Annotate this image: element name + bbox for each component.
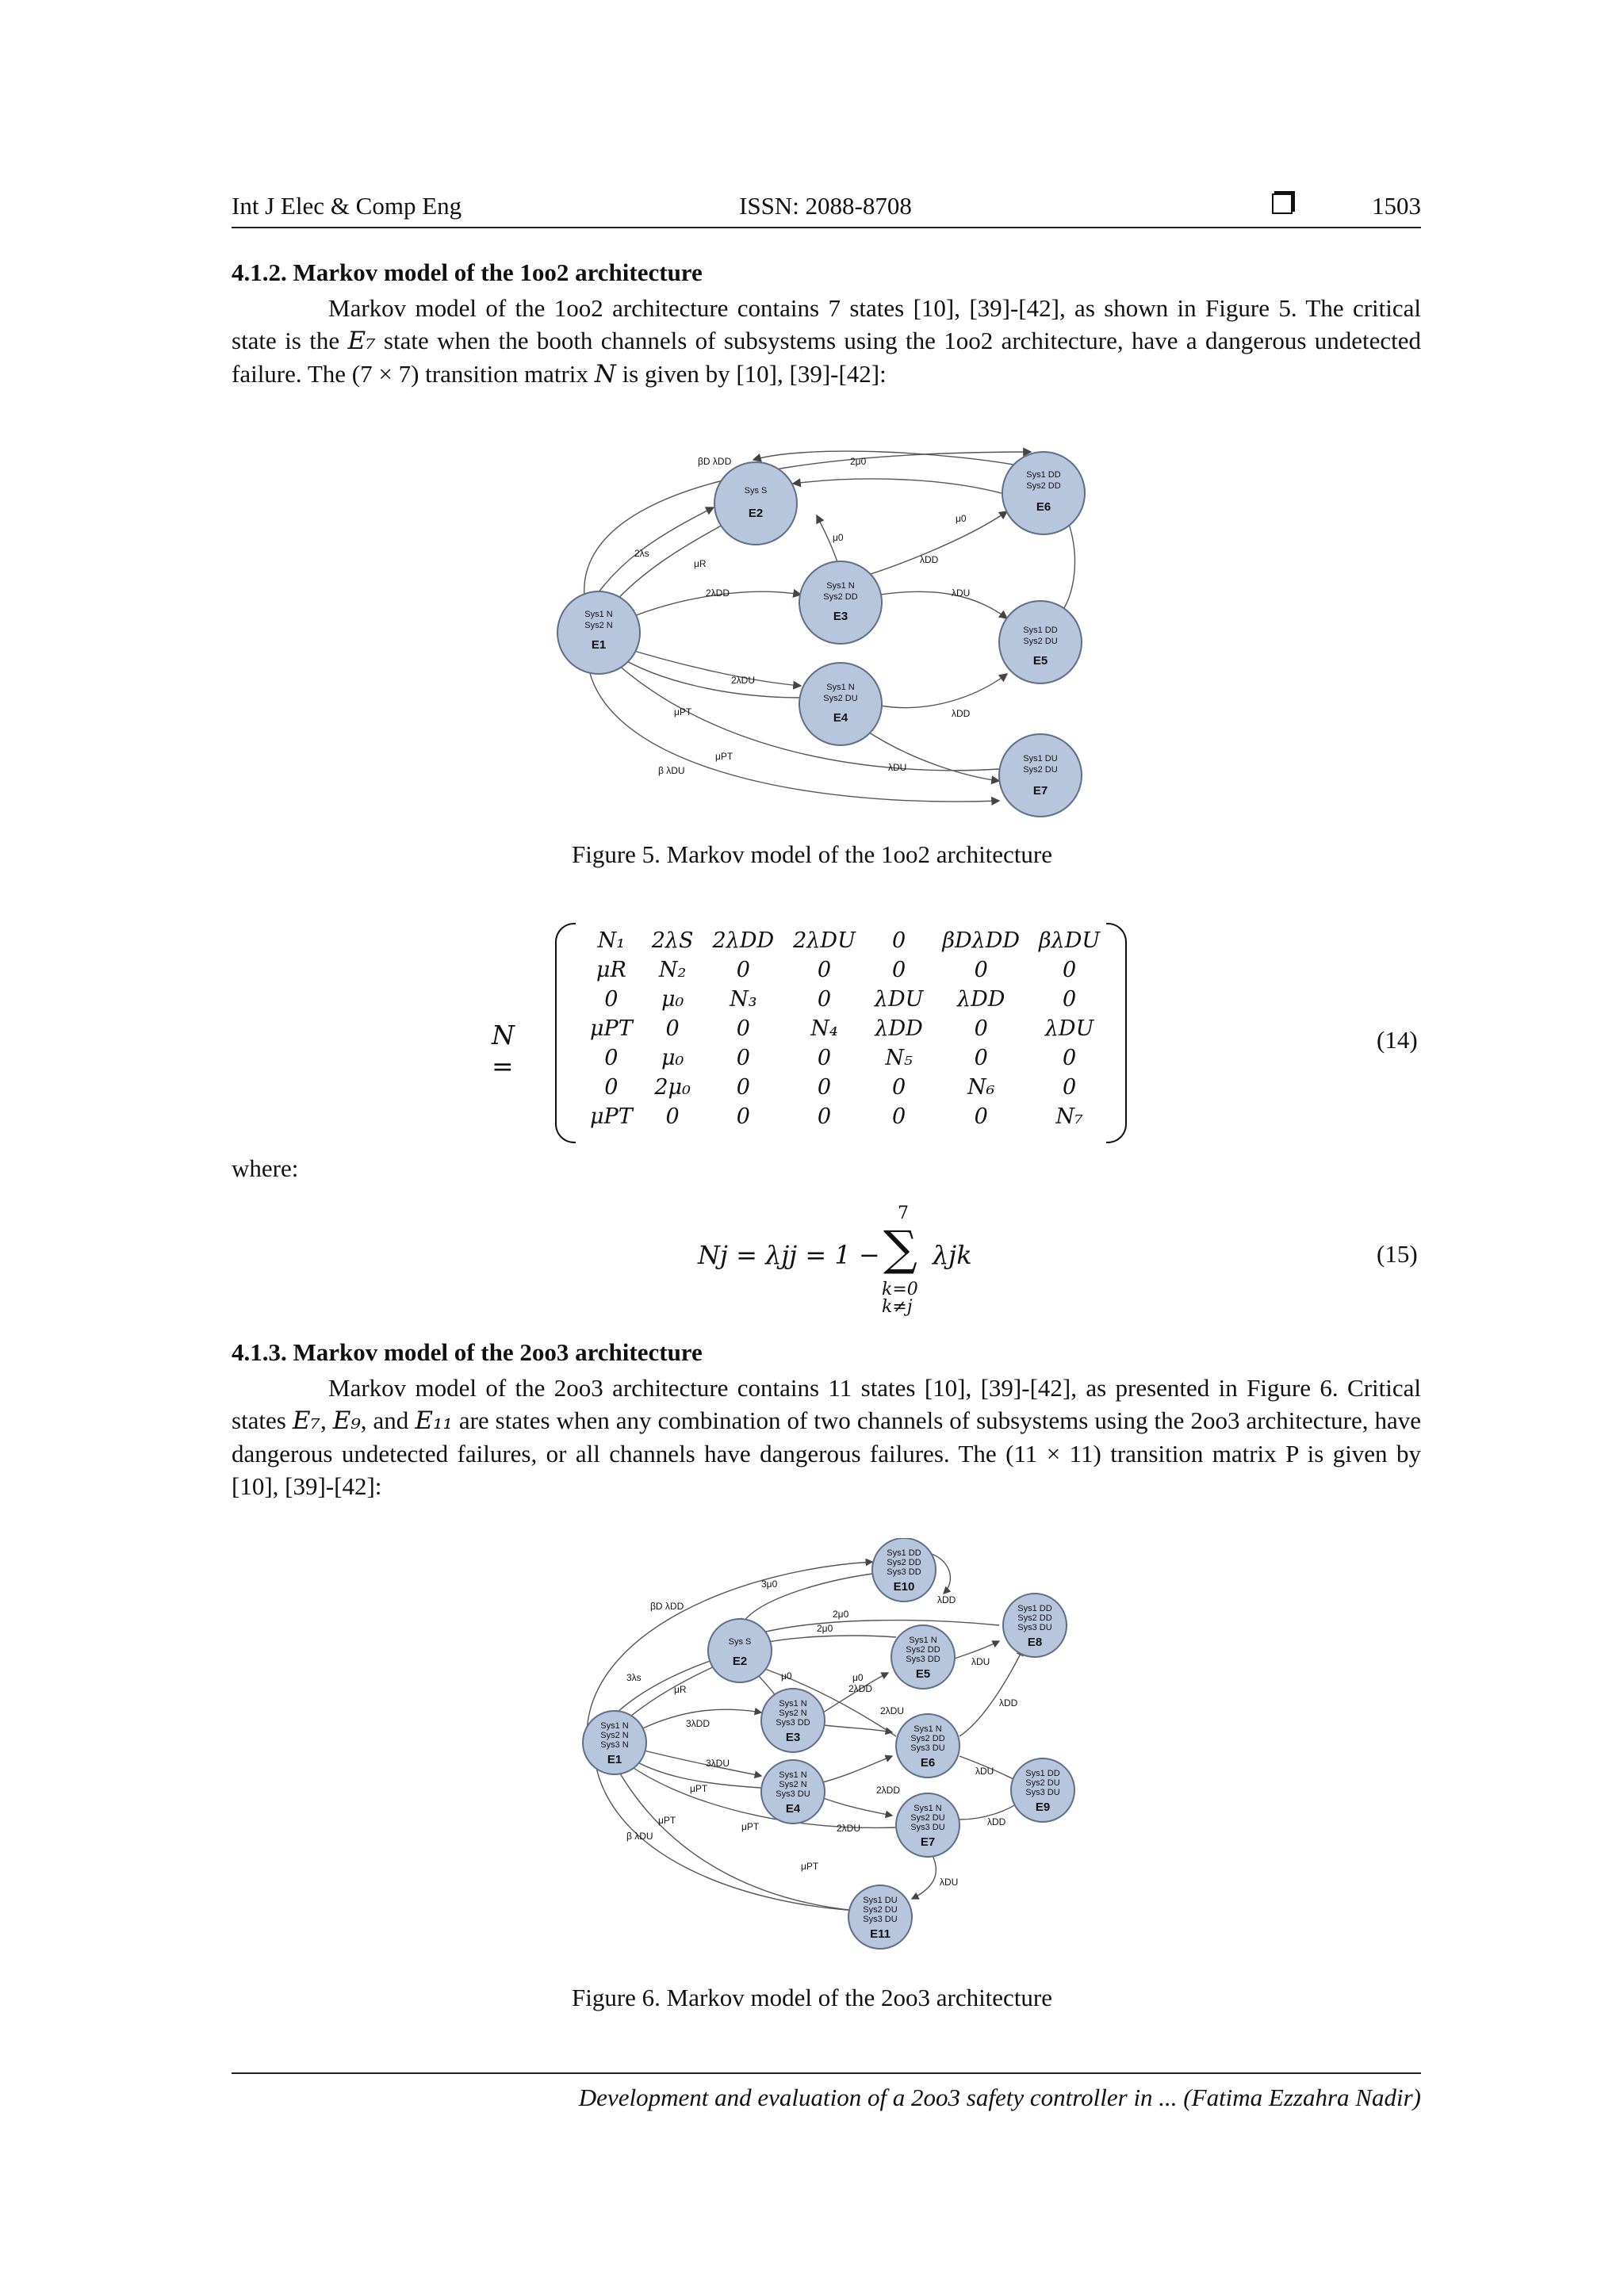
state6-e8	[1003, 1594, 1067, 1657]
paragraph-413	[232, 1372, 1421, 1502]
state6-e1	[583, 1711, 646, 1774]
svg-text:Sys2 DD: Sys2 DD	[1017, 1613, 1052, 1623]
matrix-cell: 2λS	[651, 928, 694, 953]
svg-text:μPT: μPT	[690, 1783, 708, 1794]
matrix-cell: N₃	[730, 987, 757, 1012]
svg-text:Sys1 DD: Sys1 DD	[1026, 470, 1061, 480]
page-number: 1503	[1372, 192, 1421, 220]
svg-text:2λDD: 2λDD	[876, 1785, 901, 1796]
matrix-cell: λDU	[1044, 1016, 1094, 1041]
matrix-cell: N₇	[1055, 1104, 1083, 1129]
svg-text:Sys2 DU: Sys2 DU	[910, 1813, 945, 1823]
svg-text:Sys2 N: Sys2 N	[600, 1731, 629, 1740]
state-e7	[999, 734, 1082, 817]
section-heading-413: 4.1.3. Markov model of the 2oo3 architecture	[232, 1338, 703, 1366]
svg-text:Sys3 DU: Sys3 DU	[863, 1915, 898, 1924]
svg-text:β λDU: β λDU	[626, 1831, 653, 1842]
state6-e2	[708, 1619, 772, 1682]
equation-14-number: (14)	[1377, 1026, 1418, 1054]
svg-text:2μ0: 2μ0	[850, 456, 867, 467]
svg-text:2λDU: 2λDU	[731, 675, 756, 686]
matrix-cell: 0	[891, 958, 906, 982]
matrix-cell: 0	[736, 958, 750, 982]
figure-6-diagram	[579, 1538, 1086, 1982]
svg-text:3λs: 3λs	[626, 1672, 642, 1683]
matrix-cell: 0	[817, 1104, 832, 1129]
svg-text:β λDU: β λDU	[658, 765, 685, 776]
svg-text:λDU: λDU	[888, 762, 907, 773]
svg-text:Sys1 DD: Sys1 DD	[1023, 626, 1058, 635]
matrix-row	[580, 1073, 1109, 1102]
svg-text:λDU: λDU	[952, 587, 971, 599]
svg-text:E2: E2	[732, 1655, 748, 1668]
matrix-cell: 0	[1062, 1075, 1077, 1100]
matrix-cell: 0	[974, 1046, 988, 1070]
svg-text:2λDD: 2λDD	[848, 1683, 873, 1694]
matrix-cell: N₁	[597, 928, 626, 953]
svg-text:λDU: λDU	[940, 1877, 959, 1888]
svg-text:μ0: μ0	[781, 1670, 792, 1682]
svg-text:βD λDD: βD λDD	[698, 456, 732, 467]
matrix-cell: 0	[974, 958, 988, 982]
equation-15-number: (15)	[1377, 1240, 1418, 1268]
svg-text:2μ0: 2μ0	[833, 1609, 849, 1620]
matrix-cell: 0	[1062, 1046, 1077, 1070]
svg-text:Sys2 N: Sys2 N	[779, 1709, 807, 1718]
matrix-cell: 2μ₀	[654, 1075, 691, 1100]
matrix-cell: N₅	[885, 1046, 913, 1070]
matrix-cell: 2λDD	[712, 928, 775, 953]
svg-text:Sys3 DD: Sys3 DD	[887, 1567, 921, 1577]
svg-text:μ0: μ0	[852, 1672, 864, 1683]
matrix-cell: 0	[604, 987, 619, 1012]
svg-text:λDD: λDD	[920, 554, 939, 565]
equation-15	[698, 1203, 1031, 1317]
state6-e5	[891, 1625, 955, 1689]
svg-text:Sys3 DD: Sys3 DD	[776, 1718, 810, 1728]
svg-text:μPT: μPT	[801, 1861, 819, 1872]
eq15-sum-top: 7	[898, 1203, 909, 1223]
svg-text:2λDU: 2λDU	[837, 1823, 861, 1834]
svg-text:Sys2 DU: Sys2 DU	[1023, 637, 1058, 646]
svg-text:Sys1 DD: Sys1 DD	[887, 1548, 921, 1558]
svg-text:Sys3 N: Sys3 N	[600, 1740, 629, 1750]
svg-text:E5: E5	[1032, 654, 1048, 668]
svg-text:Sys1 DD: Sys1 DD	[1017, 1604, 1052, 1613]
svg-text:Sys1 N: Sys1 N	[826, 581, 855, 591]
matrix-cell: μR	[596, 958, 626, 982]
svg-text:Sys1 N: Sys1 N	[826, 683, 855, 692]
svg-text:Sys2 DD: Sys2 DD	[823, 592, 858, 602]
paragraph-412	[232, 292, 1421, 391]
svg-text:Sys2 DU: Sys2 DU	[1025, 1778, 1060, 1788]
svg-text:μPT: μPT	[674, 706, 692, 718]
svg-text:3λDD: 3λDD	[686, 1718, 710, 1729]
svg-text:Sys3 DU: Sys3 DU	[776, 1789, 810, 1799]
svg-text:Sys2 DU: Sys2 DU	[863, 1905, 898, 1915]
svg-text:E7: E7	[920, 1835, 936, 1849]
matrix-cell: 0	[736, 1104, 750, 1129]
svg-text:λDD: λDD	[952, 708, 971, 719]
matrix-cell: λDU	[874, 987, 924, 1012]
svg-text:Sys2 DU: Sys2 DU	[1023, 765, 1058, 775]
matrix-cell: μ₀	[661, 987, 684, 1012]
matrix-cell: 0	[891, 928, 906, 953]
matrix-row	[580, 955, 1109, 985]
svg-text:Sys1 N: Sys1 N	[914, 1804, 942, 1813]
state6-e7	[896, 1793, 959, 1857]
eq15-term: λjk	[933, 1240, 972, 1270]
svg-text:E8: E8	[1027, 1636, 1043, 1649]
svg-text:λDU: λDU	[975, 1766, 994, 1777]
matrix-table	[580, 926, 1109, 1131]
state6-e9	[1011, 1758, 1074, 1822]
svg-text:Sys3 DD: Sys3 DD	[906, 1655, 940, 1664]
state-e3	[799, 561, 882, 644]
matrix-row	[580, 1043, 1109, 1073]
svg-text:E1: E1	[607, 1753, 622, 1766]
matrix-cell: 0	[665, 1016, 680, 1041]
svg-text:Sys2 DD: Sys2 DD	[887, 1558, 921, 1567]
state6-e3	[761, 1689, 825, 1752]
svg-text:3λDU: 3λDU	[706, 1758, 730, 1769]
matrix-cell: λDD	[875, 1016, 923, 1041]
matrix-cell: 2λDU	[793, 928, 856, 953]
svg-text:Sys3 DU: Sys3 DU	[910, 1823, 945, 1832]
eq15-lhs: Nj = λjj = 1 −	[698, 1240, 880, 1270]
matrix-cell: 0	[817, 1046, 832, 1070]
matrix-cell: 0	[736, 1046, 750, 1070]
svg-text:λDD: λDD	[987, 1816, 1006, 1827]
matrix-row	[580, 985, 1109, 1014]
matrix-cell: 0	[974, 1016, 988, 1041]
svg-text:Sys2 DD: Sys2 DD	[1026, 481, 1061, 491]
paragraph-413-text: Markov model of the 2oo3 architecture contains 11 states [10], [39]-[42], as presented in Figure 6. Critical states E₇, E₉, and E₁₁ are states when any combination of two channels of subsystems using the 2oo3 architecture, have dangerous undetected failures, or all channels have dangerous failures. The (11 × 11) transition matrix P is given by [10], [39]-[42]:	[232, 1374, 1422, 1500]
svg-text:βD λDD: βD λDD	[650, 1601, 684, 1612]
svg-text:Sys2 DD: Sys2 DD	[910, 1734, 945, 1743]
journal-name: Int J Elec & Comp Eng	[232, 192, 462, 220]
running-header	[232, 190, 1421, 228]
matrix-cell: μPT	[590, 1016, 633, 1041]
svg-text:E6: E6	[920, 1756, 936, 1770]
matrix-cell: 0	[817, 987, 832, 1012]
matrix-cell: μ₀	[661, 1046, 684, 1070]
figure-6-caption: Figure 6. Markov model of the 2oo3 architecture	[571, 1984, 1053, 2011]
figure-5-caption: Figure 5. Markov model of the 1oo2 architecture	[571, 840, 1053, 868]
svg-text:2μ0: 2μ0	[817, 1623, 833, 1634]
svg-text:μ0: μ0	[956, 513, 967, 524]
matrix-cell: 0	[891, 1075, 906, 1100]
svg-text:λDD: λDD	[999, 1697, 1018, 1709]
svg-text:Sys3 DU: Sys3 DU	[910, 1743, 945, 1753]
matrix-cell: μPT	[590, 1104, 633, 1129]
matrix-cell: N₆	[967, 1075, 995, 1100]
svg-text:E5: E5	[915, 1667, 931, 1681]
svg-text:E6: E6	[1036, 500, 1051, 514]
svg-text:Sys S: Sys S	[744, 486, 768, 496]
svg-text:Sys1 DU: Sys1 DU	[863, 1896, 898, 1905]
svg-text:E9: E9	[1035, 1800, 1051, 1814]
issn: ISSN: 2088-8708	[739, 192, 912, 220]
matrix-cell: N₂	[658, 958, 687, 982]
svg-text:Sys3 DU: Sys3 DU	[1025, 1788, 1060, 1797]
svg-text:Sys1 DU: Sys1 DU	[1023, 754, 1058, 763]
state-e5	[999, 601, 1082, 683]
box-icon	[1272, 193, 1293, 214]
section-heading-412: 4.1.2. Markov model of the 1oo2 architecture	[232, 258, 703, 286]
matrix-lhs: N =	[492, 1020, 515, 1081]
state6-e6	[896, 1714, 959, 1777]
svg-text:μ0: μ0	[833, 532, 844, 543]
svg-text:Sys2 N: Sys2 N	[779, 1780, 807, 1789]
matrix-cell: λDD	[956, 987, 1005, 1012]
matrix-cell: 0	[891, 1104, 906, 1129]
footer-rule	[232, 2072, 1421, 2074]
figure-5-diagram	[555, 428, 1094, 825]
svg-text:3μ0: 3μ0	[761, 1578, 778, 1590]
state-e4	[799, 663, 882, 745]
svg-text:Sys1 N: Sys1 N	[584, 610, 613, 619]
left-paren	[555, 923, 576, 1143]
matrix-cell: 0	[604, 1046, 619, 1070]
svg-text:E3: E3	[833, 610, 848, 623]
svg-text:E3: E3	[785, 1731, 801, 1744]
matrix-cell: 0	[665, 1104, 680, 1129]
matrix-row	[580, 1014, 1109, 1043]
svg-text:2λDD: 2λDD	[706, 587, 730, 599]
matrix-cell: 0	[1062, 987, 1077, 1012]
svg-text:Sys1 N: Sys1 N	[779, 1770, 807, 1780]
matrix-cell: 0	[974, 1104, 988, 1129]
right-paren	[1106, 923, 1127, 1143]
running-footer: Development and evaluation of a 2oo3 safety controller in ... (Fatima Ezzahra Nadir)	[578, 2084, 1421, 2111]
eq15-sub1: k=0	[882, 1280, 918, 1299]
svg-text:Sys S: Sys S	[728, 1637, 752, 1647]
svg-text:Sys1 N: Sys1 N	[779, 1699, 807, 1709]
state-e6	[1002, 452, 1085, 534]
svg-text:μR: μR	[694, 558, 707, 569]
svg-text:Sys3 DU: Sys3 DU	[1017, 1623, 1052, 1632]
where-label: where:	[232, 1154, 299, 1182]
svg-text:Sys1 DD: Sys1 DD	[1025, 1769, 1060, 1778]
eq15-sub2: k≠j	[882, 1297, 913, 1317]
state6-e4	[761, 1760, 825, 1823]
svg-text:Sys2 N: Sys2 N	[584, 621, 613, 630]
state6-e10	[872, 1538, 936, 1601]
state6-e11	[848, 1885, 912, 1949]
paragraph-412-text: Markov model of the 1oo2 architecture contains 7 states [10], [39]-[42], as shown in Figure 5. The critical state is the E₇ state when the booth channels of subsystems using the 1oo2 architecture, have a dangerous undetected failure. The (7 × 7) transition matrix N is given by [10], [39]-[42]:	[232, 294, 1422, 388]
svg-text:E2: E2	[748, 507, 764, 520]
matrix-cell: 0	[736, 1075, 750, 1100]
svg-text:λDU: λDU	[971, 1656, 990, 1667]
svg-text:Sys2 DD: Sys2 DD	[906, 1645, 940, 1655]
svg-text:Sys1 N: Sys1 N	[914, 1724, 942, 1734]
matrix-row	[580, 1102, 1109, 1131]
svg-text:E4: E4	[785, 1802, 801, 1816]
matrix-cell: 0	[817, 1075, 832, 1100]
matrix-cell: 0	[736, 1016, 750, 1041]
svg-text:Sys2 DU: Sys2 DU	[823, 694, 858, 703]
matrix-row	[580, 926, 1109, 955]
state-e2	[714, 462, 797, 545]
matrix-cell: 0	[817, 958, 832, 982]
svg-text:E4: E4	[833, 711, 848, 725]
svg-text:E11: E11	[870, 1927, 891, 1941]
svg-text:μPT: μPT	[741, 1821, 760, 1832]
matrix-cell: N₄	[810, 1016, 838, 1041]
eq15-sum-symbol: ∑	[883, 1221, 917, 1276]
svg-text:μPT: μPT	[658, 1815, 676, 1826]
state-e1	[557, 591, 640, 674]
matrix-cell: 0	[1062, 958, 1077, 982]
svg-text:E7: E7	[1032, 784, 1048, 798]
svg-text:E1: E1	[591, 638, 607, 652]
svg-text:μR: μR	[674, 1684, 687, 1695]
matrix-cell: 0	[604, 1075, 619, 1100]
matrix-cell: βλDU	[1039, 928, 1101, 953]
svg-text:μPT: μPT	[715, 751, 733, 762]
svg-text:Sys1 N: Sys1 N	[909, 1636, 937, 1645]
svg-text:2λDU: 2λDU	[880, 1705, 905, 1716]
svg-text:E10: E10	[893, 1580, 915, 1594]
svg-text:λDD: λDD	[937, 1594, 956, 1605]
svg-text:2λs: 2λs	[634, 548, 649, 559]
svg-text:Sys1 N: Sys1 N	[600, 1721, 629, 1731]
matrix-cell: βDλDD	[942, 928, 1021, 953]
